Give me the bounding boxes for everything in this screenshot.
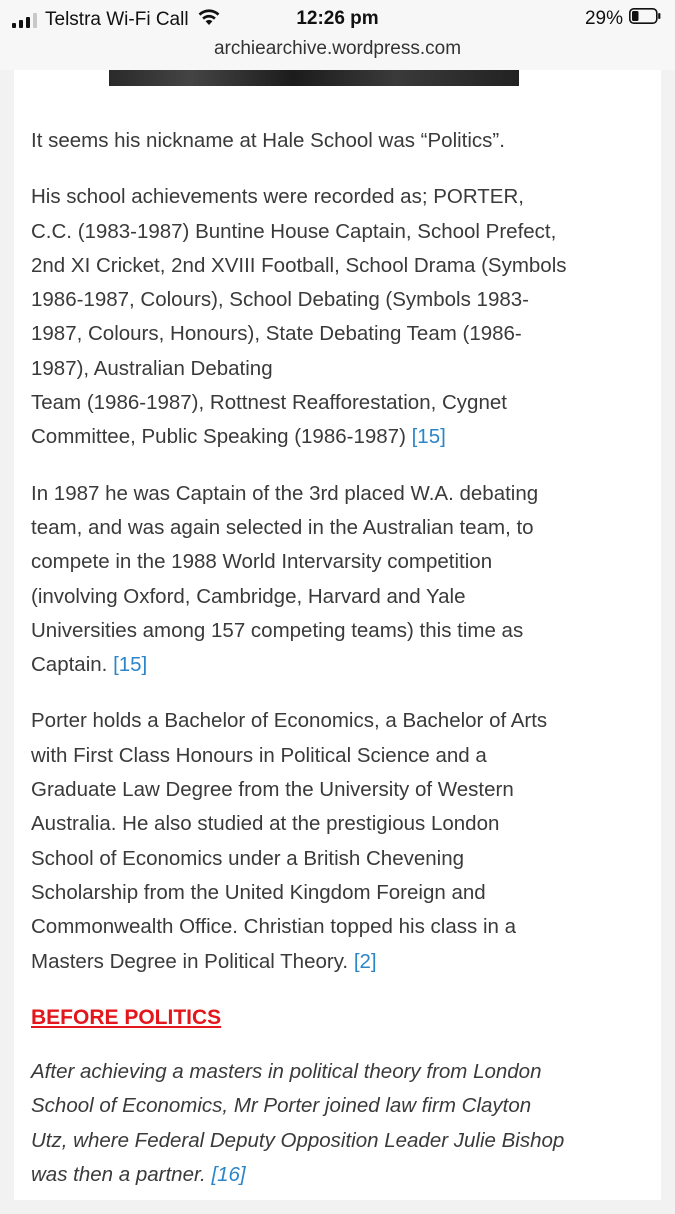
article-photo <box>109 70 519 86</box>
article-page <box>14 70 661 1200</box>
status-bar <box>0 0 675 38</box>
citation-link-15[interactable]: [15] <box>113 653 148 677</box>
clock: 12:26 pm <box>296 8 379 29</box>
citation-link-2[interactable]: [2] <box>353 949 377 973</box>
wifi-icon <box>197 8 221 32</box>
citation-link-15[interactable]: [15] <box>411 425 446 449</box>
paragraph-school-achievements: His school achievements were recorded as; PORTER, C.C. (1983-1987) Buntine House Captain, School Prefect, 2nd XI Cricket, 2nd XVIII Football, School Drama (Symbols 1986-1987, Colours), School Debating (Symbols 1983- 1987, Colours, Honours), State Debating Team (1986- 1987), Australian Debating Team (1986-1987), Rottnest Reafforestation, Cygnet Committee, Public Speaking (1986-1987) [15] <box>31 185 567 449</box>
address-bar[interactable] <box>0 38 675 70</box>
section-heading-before-politics: BEFORE POLITICS <box>31 1005 222 1029</box>
carrier-name: Telstra Wi-Fi Call <box>45 9 189 30</box>
signal-strength-icon <box>12 12 37 28</box>
url-text[interactable]: archiearchive.wordpress.com <box>213 38 462 59</box>
battery-icon <box>629 8 661 30</box>
battery-percentage: 29% <box>584 8 623 29</box>
paragraph-law-career: After achieving a masters in political theory from London School of Economics, Mr Porter joined law firm Clayton Utz, where Federal Deputy Opposition Leader Julie Bishop was then a partner. [16] <box>31 1060 565 1187</box>
paragraph-education: Porter holds a Bachelor of Economics, a Bachelor of Arts with First Class Honours in Political Science and a Graduate Law Degree from the University of Western Australia. He also studied at the prestigious London School of Economics under a British Chevening Scholarship from the United Kingdom Foreign and Commonwealth Office. Christian topped his class in a Masters Degree in Political Theory. [2] <box>31 709 548 973</box>
paragraph-debating: In 1987 he was Captain of the 3rd placed W.A. debating team, and was again selected in the Australian team, to compete in the 1988 World Intervarsity competition (involving Oxford, Cambridge, Harvard and Yale Universities among 157 competing teams) this time as Captain. [15] <box>31 481 539 677</box>
paragraph-nickname: It seems his nickname at Hale School was “Politics”. <box>31 129 505 152</box>
citation-link-16[interactable]: [16] <box>211 1163 246 1187</box>
battery-status <box>585 8 661 30</box>
article-content <box>31 124 649 1214</box>
carrier-info <box>12 8 221 32</box>
